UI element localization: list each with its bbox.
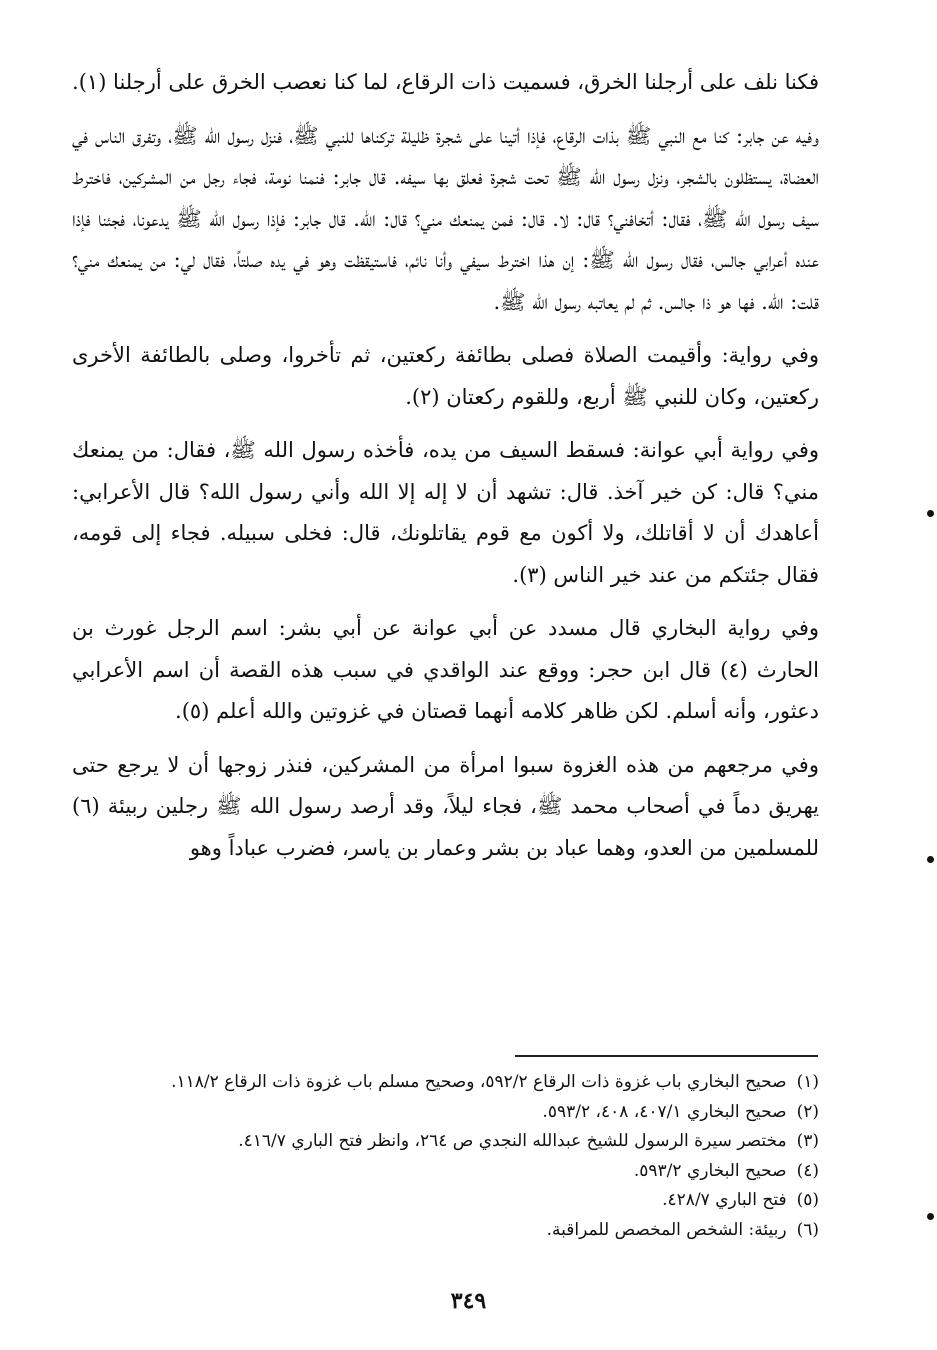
footnote-2	[72, 1098, 819, 1128]
footnote-number: (١)	[796, 1072, 819, 1092]
scan-mark-dot	[927, 510, 934, 517]
footnote-text: صحيح البخاري ٥٩٣/٢.	[633, 1160, 787, 1181]
footnote-text: مختصر سيرة الرسول للشيخ عبدالله النجدي ص ٢٦٤، وانظر فتح الباري ٤١٦/٧.	[238, 1131, 787, 1151]
footnote-text: صحيح البخاري باب غزوة ذات الرقاع ٥٩٢/٢، وصحيح مسلم باب غزوة ذات الرقاع ١١٨/٢.	[171, 1072, 787, 1092]
footnote-divider	[515, 1055, 818, 1057]
page-number: ٣٤٩	[450, 1288, 487, 1314]
paragraph-return-story: وفي مرجعهم من هذه الغزوة سبوا امرأة من المشركين، فنذر زوجها أن لا يرجع حتى يهريق دماً في أصحاب محمد ﷺ، فجاء ليلاً، وقد أرصد رسول الله ﷺ رجلين ربيئة (٦) للمسلمين من العدو، وهما عباد بن بشر وعمار بن ياسر، فضرب عباداً وهو	[72, 752, 819, 860]
footnote-number: (٥)	[796, 1190, 819, 1210]
footnote-text: صحيح البخاري ٤٠٧/١، ٤٠٨، ٥٩٣/٢.	[542, 1101, 787, 1122]
footnote-1	[72, 1068, 819, 1098]
paragraph-continuation: فكنا نلف على أرجلنا الخرق، فسميت ذات الرقاع، لما كنا نعصب الخرق على أرجلنا (١).	[72, 70, 819, 94]
footnotes	[72, 1068, 819, 1245]
footnote-number: (٢)	[796, 1101, 819, 1122]
footnote-text: ربيئة: الشخص المخصص للمراقبة.	[546, 1219, 787, 1240]
footnote-number: (٦)	[796, 1219, 819, 1240]
footnote-text: فتح الباري ٤٢٨/٧.	[662, 1190, 787, 1210]
scan-mark-dot	[927, 856, 934, 863]
paragraph-jabir-hadith: وفيه عن جابر: كنا مع النبي ﷺ بذات الرقاع، فإذا أتينا على شجرة ظليلة تركناها للنبي ﷺ، فنزل رسول الله ﷺ، وتفرق الناس في العضاة، يستظلون بالشجر، ونزل رسول الله ﷺ تحت شجرة فعلق بها سيفه. قال جابر: فنمنا نومة، فجاء رجل من المشركين، فاخترط سيف رسول الله ﷺ، فقال: أتخافني؟ قال: لا. قال: فمن يمنعك مني؟ قال: الله. قال جابر: فإذا رسول الله ﷺ يدعونا، فجئنا فإذا عنده أعرابي جالس، فقال رسول الله ﷺ: إن هذا اخترط سيفي وأنا نائم، فاستيقظت وهو في يده صلتاً، فقال لي: من يمنعك مني؟ قلت: الله. فها هو ذا جالس. ثم لم يعاتبه رسول الله ﷺ.	[72, 123, 819, 314]
footnote-number: (٤)	[796, 1160, 819, 1181]
footnote-5	[72, 1186, 819, 1216]
paragraph-abu-awana-narration: وفي رواية أبي عوانة: فسقط السيف من يده، فأخذه رسول الله ﷺ، فقال: من يمنعك مني؟ قال: كن خير آخذ. قال: تشهد أن لا إله إلا الله وأني رسول الله؟ قال الأعرابي: أعاهدك أن لا أقاتلك، ولا أكون مع قوم يقاتلونك، قال: فخلى سبيله. فجاء إلى قومه، فقال جئتكم من عند خير الناس (٣).	[72, 438, 819, 587]
footnote-4	[72, 1157, 819, 1187]
paragraph-bukhari-narration: وفي رواية البخاري قال مسدد عن أبي عوانة عن أبي بشر: اسم الرجل غورث بن الحارث (٤) قال ابن حجر: ووقع عند الواقدي في سبب هذه القصة أن اسم الأعرابي دعثور، وأنه أسلم. لكن ظاهر كلامه أنهما قصتان في غزوتين والله أعلم (٥).	[72, 616, 819, 723]
footnote-6	[72, 1216, 819, 1246]
main-text	[72, 62, 819, 869]
scan-mark-dot	[927, 1213, 934, 1220]
paragraph-prayer-narration: وفي رواية: وأقيمت الصلاة فصلى بطائفة ركعتين، ثم تأخروا، وصلى بالطائفة الأخرى ركعتين، وكان للنبي ﷺ أربع، وللقوم ركعتان (٢).	[72, 343, 819, 409]
footnote-3	[72, 1127, 819, 1157]
footnote-number: (٣)	[796, 1131, 819, 1151]
